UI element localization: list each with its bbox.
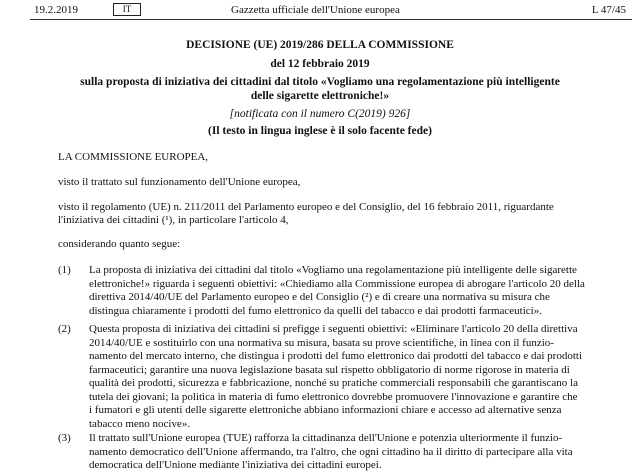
item-number: (1) (58, 264, 71, 276)
journal-header (0, 0, 640, 22)
item-line: tabacco meno nocive». (89, 417, 191, 430)
decision-title: DECISIONE (UE) 2019/286 DELLA COMMISSIONE (186, 39, 454, 51)
authentic-language-note: (Il testo in lingua inglese è il solo facente fede) (208, 125, 432, 137)
item-line: i fumatori e gli utenti delle sigarette elettroniche abbiano informazioni chiare e accesso ad alternative senza (89, 404, 562, 416)
item-line: farmaceutici; garantire una nuova legislazione basata sul rispetto obbligatorio di norme rigorose in materia di (89, 363, 570, 376)
decision-date: del 12 febbraio 2019 (270, 58, 370, 70)
item-line: namento del mercato interno, che distingua i prodotti del fumo elettronico dai prodotti del tabacco e dai prodotti (89, 350, 583, 362)
recital-regulation-line1: visto il regolamento (UE) n. 211/2011 del Parlamento europeo e del Consiglio, del 16 febbraio 2011, riguardante (58, 201, 554, 213)
item-line: La proposta di iniziativa dei cittadini dal titolo «Vogliamo una regolamentazione più intelligente delle sigarette (89, 264, 577, 276)
header-rule (30, 19, 632, 20)
item-line: Il trattato sull'Unione europea (TUE) rafforza la cittadinanza dell'Unione e potenzia ulteriormente il funzio- (89, 432, 563, 444)
decision-subject-line2: delle sigarette elettroniche!» (250, 90, 390, 102)
language-badge: IT (113, 3, 141, 16)
notification-number: [notificata con il numero C(2019) 926] (229, 108, 411, 120)
considering-heading: considerando quanto segue: (58, 238, 181, 250)
item-line: qualità dei prodotti, sicurezza e fabbricazione, nonché su pratiche commerciali responsabili che garantiscano la (89, 377, 578, 389)
publication-date: 19.2.2019 (34, 4, 78, 16)
page-reference: L 47/45 (591, 4, 626, 16)
item-line: direttiva 2014/40/UE del Parlamento europeo e del Consiglio (²) e di creare una normativa su misura che (89, 291, 550, 303)
item-number: (3) (58, 432, 71, 444)
item-line: 2014/40/UE e sostituirlo con una normativa su misura, basata su prove scientifiche, in linea con il funzio- (89, 336, 554, 349)
decision-subject-line1: sulla proposta di iniziativa dei cittadini dal titolo «Vogliamo una regolamentazione più intelligente (80, 76, 560, 88)
item-line: distingua chiaramente i prodotti del fumo elettronico da quelli del tabacco e dai prodotti farmaceutici». (89, 304, 542, 317)
recital-regulation-line2: l'iniziativa dei cittadini (¹), in particolare l'articolo 4, (58, 214, 289, 226)
item-number: (2) (58, 323, 71, 335)
journal-name: Gazzetta ufficiale dell'Unione europea (231, 4, 400, 16)
recital-treaty: visto il trattato sul funzionamento dell'Unione europea, (58, 176, 301, 188)
item-line: Questa proposta di iniziativa dei cittadini si prefigge i seguenti obiettivi: «Eliminare l'articolo 20 della direttiva (89, 323, 578, 335)
item-line: tutela dei giovani; la politica in materia di fumo elettronico dovrebbe promuovere l'innovazione e garantire che (89, 390, 578, 403)
item-line: namento democratico dell'Unione affermando, tra l'altro, che ogni cittadino ha il diritto di partecipare alla vita (89, 445, 573, 458)
item-line: democratica dell'Unione mediante l'iniziativa dei cittadini europei. (89, 459, 382, 471)
item-line: elettroniche!» riguarda i seguenti obiettivi: «Chiediamo alla Commissione europea di abrogare l'articolo 20 della (89, 277, 585, 290)
commission-heading: LA COMMISSIONE EUROPEA, (58, 151, 209, 163)
